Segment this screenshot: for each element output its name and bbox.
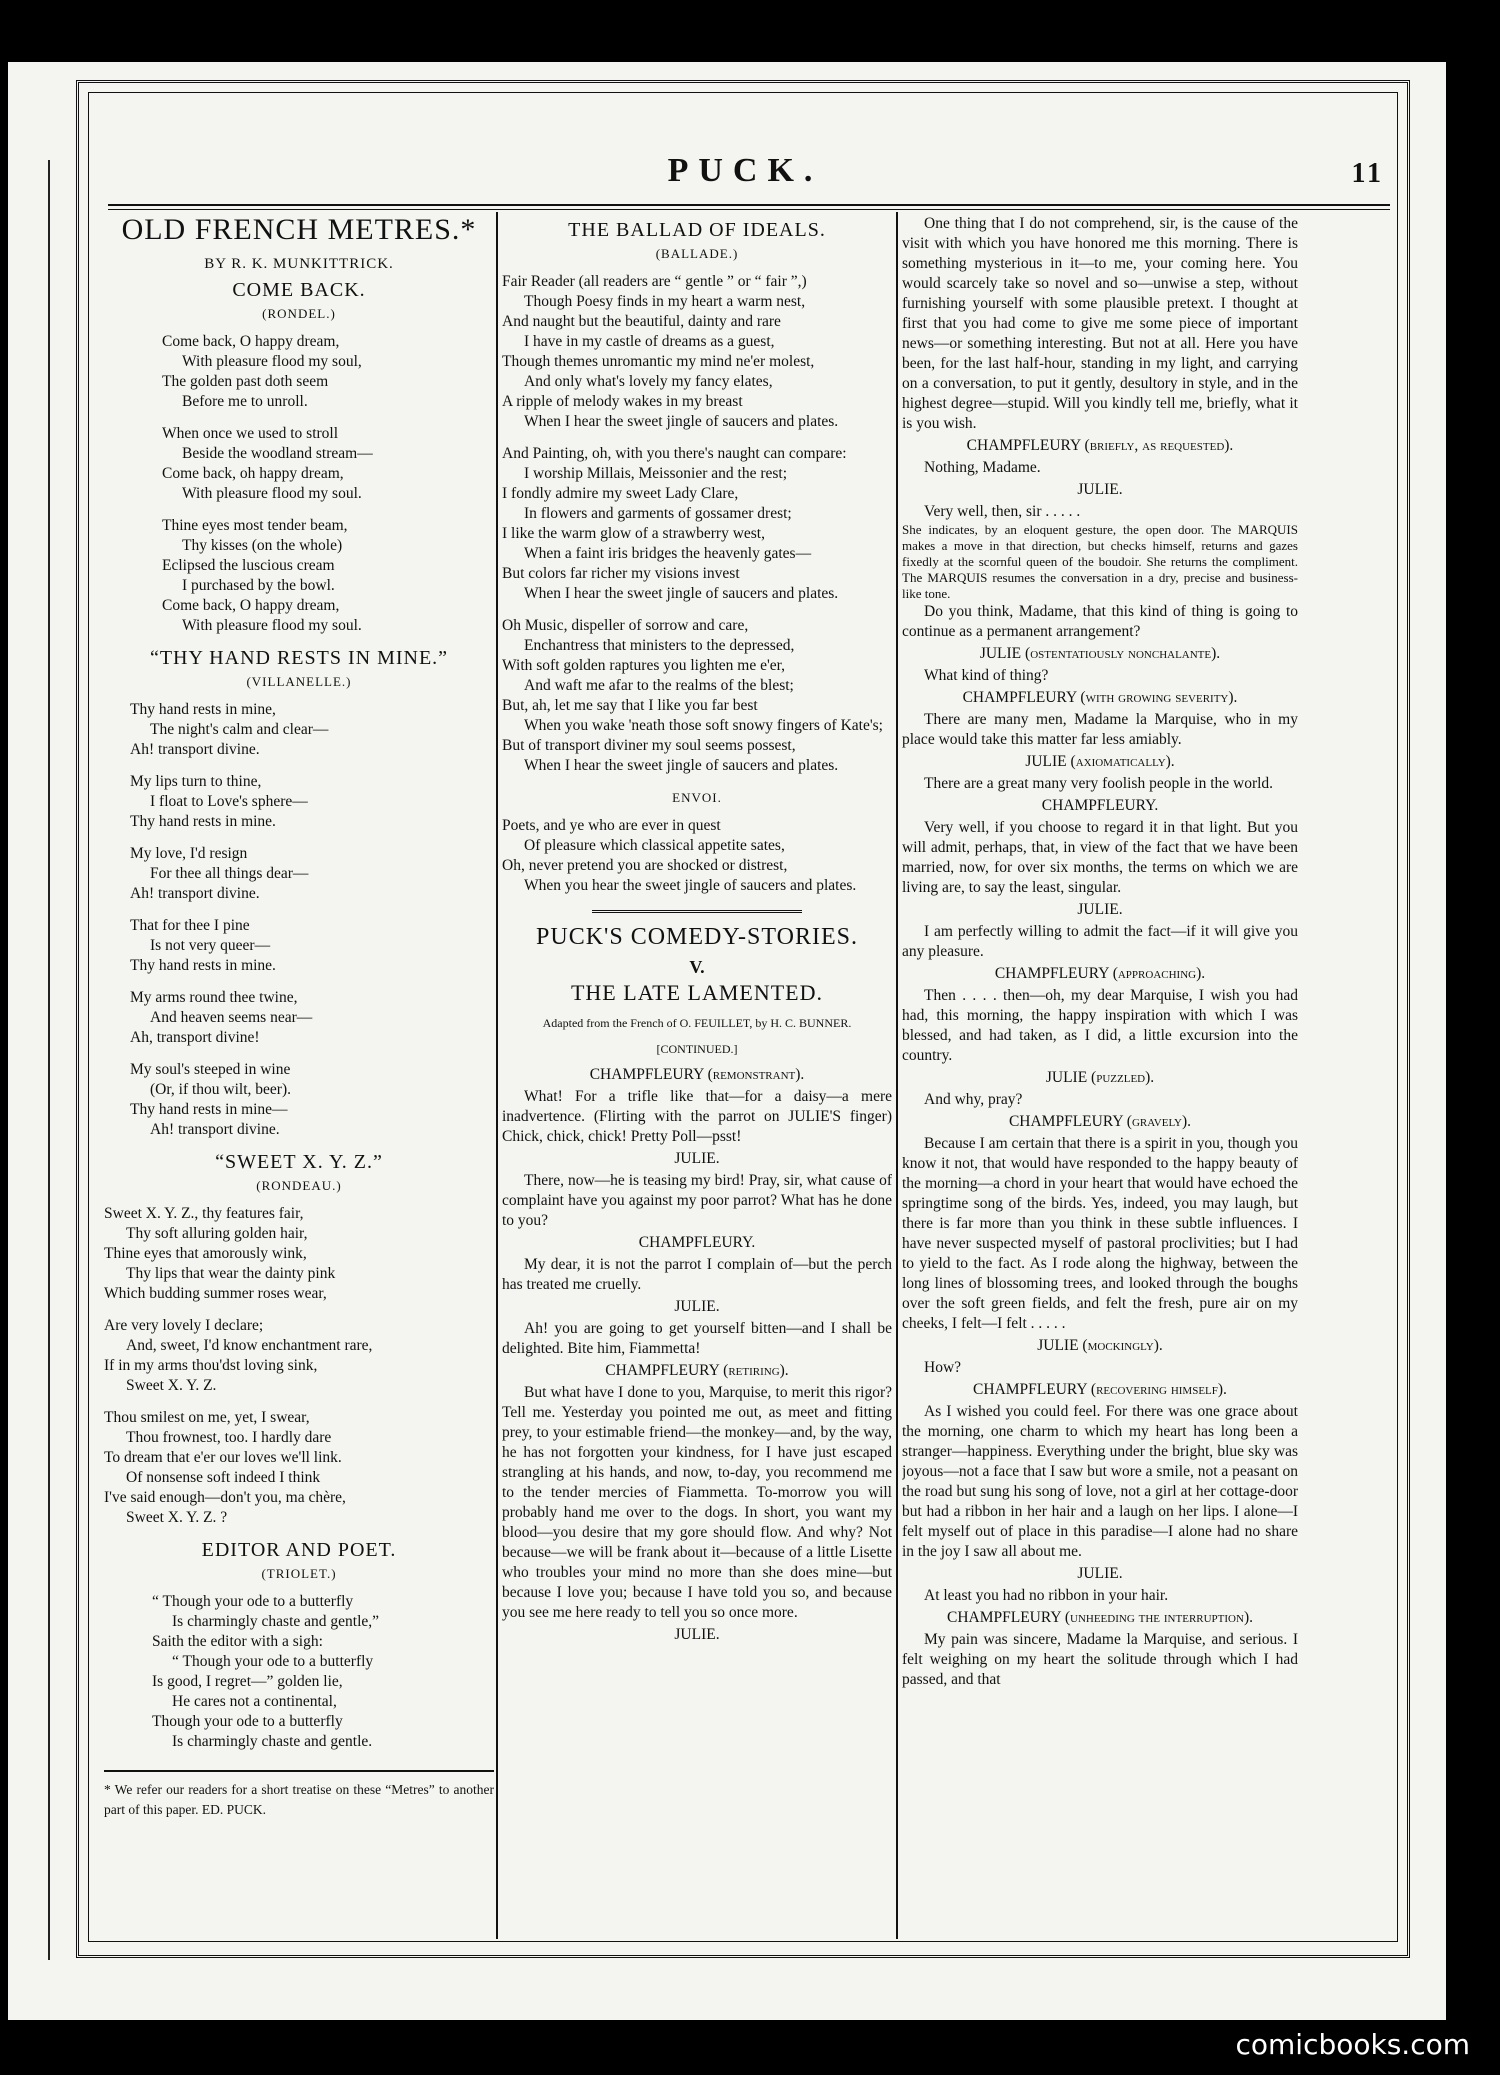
- poem-title: COME BACK.: [232, 279, 366, 301]
- poem-line: “ Though your ode to a butterfly: [152, 1593, 354, 1610]
- poem-line: When you wake 'neath those soft snowy fingers of Kate's;: [524, 717, 883, 734]
- poem-line: I fondly admire my sweet Lady Clare,: [502, 485, 739, 502]
- poem-line: Sweet X. Y. Z., thy features fair,: [104, 1205, 304, 1222]
- speaker-label: CHAMPFLEURY (gravely).: [1008, 1113, 1192, 1130]
- dialogue-paragraph: There, now—he is teasing my bird! Pray, sir, what cause of complaint have you against my poor parrot? What has he done to you?: [502, 1172, 892, 1229]
- ballad-form: (BALLADE.): [655, 246, 739, 261]
- poem-line: Fair Reader (all readers are “ gentle ” or “ fair ”,): [502, 273, 807, 290]
- poem-line: Come back, oh happy dream,: [162, 465, 344, 482]
- poem-line: Thy hand rests in mine.: [130, 813, 276, 830]
- poem-line: Thy kisses (on the whole): [182, 537, 343, 554]
- poem-line: He cares not a continental,: [172, 1693, 337, 1710]
- poem-line: If in my arms thou'dst loving sink,: [104, 1357, 318, 1374]
- poem-line: “ Though your ode to a butterfly: [172, 1653, 374, 1670]
- speaker-label: JULIE (puzzled).: [1045, 1069, 1155, 1086]
- poem-line: Eclipsed the luscious cream: [162, 557, 335, 574]
- dialogue-paragraph: Do you think, Madame, that this kind of thing is going to continue as a permanent arrangement?: [902, 603, 1298, 640]
- speaker-label: CHAMPFLEURY (retiring).: [605, 1362, 789, 1379]
- stanza: [104, 1204, 494, 1304]
- poem-form: (RONDEL.): [262, 306, 336, 321]
- speaker-label: CHAMPFLEURY (approaching).: [994, 965, 1206, 982]
- poem-line: Beside the woodland stream—: [182, 445, 373, 462]
- dialogue-paragraph: Then . . . . then—oh, my dear Marquise, I wish you had had, this morning, the happy inspiration with which I was blessed, and had taken, as I did, a little excursion into the country.: [902, 987, 1298, 1064]
- poem-line: A ripple of melody wakes in my breast: [502, 393, 743, 410]
- stage-direction: She indicates, by an eloquent gesture, the open door. The MARQUIS makes a move in that direction, but checks himself, returns and gazes fixedly at the scornful queen of the boudoir. She returns the compliment. The MARQUIS resumes the conversation in a dry, precise and business-like tone.: [902, 522, 1298, 601]
- dialogue-paragraph: At least you had no ribbon in your hair.: [924, 1587, 1169, 1604]
- poem-line: Thy hand rests in mine—: [130, 1101, 288, 1118]
- poem-line: Ah, transport divine!: [130, 1029, 260, 1046]
- speaker-label: CHAMPFLEURY (with growing severity).: [962, 689, 1238, 706]
- column-ballad-story: [502, 214, 892, 1937]
- dialogue-paragraph: How?: [924, 1359, 962, 1376]
- dialogue-paragraph: But what have I done to you, Marquise, to merit this rigor? Tell me. Yesterday you pointed me out, as meet and fitting prey, to your estimable friend—the monkey—and, by the way, he has not forgotten your kindness, for I have just escaped strangling at his hands, and now, to-day, you recommend me to the tender mercies of Fiammetta. To-morrow you will probably hand me over to the dogs. In short, you want my blood—you desire that my gore should flow. And why? Not because—we will be frank about it—because of a little Lisette who troubles your mind no more than she does mine—but because I love you; because I have told you so, and because you see me here ready to tell you so once more.: [502, 1384, 892, 1621]
- ballad-title: THE BALLAD OF IDEALS.: [568, 219, 826, 241]
- column-poems: [104, 214, 494, 1937]
- stanza: [104, 988, 494, 1048]
- poem-line: Come back, O happy dream,: [162, 597, 340, 614]
- stanza: [104, 1592, 494, 1752]
- dialogue-paragraph: Nothing, Madame.: [924, 459, 1041, 476]
- poem-line: And only what's lovely my fancy elates,: [524, 373, 773, 390]
- speaker-label: CHAMPFLEURY (unheeding the interruption).: [946, 1609, 1253, 1626]
- section-rule: [592, 910, 802, 913]
- poem-line: Thou frownest, too. I hardly dare: [126, 1429, 332, 1446]
- poem-line: Is good, I regret—” golden lie,: [152, 1673, 343, 1690]
- poem-line: Poets, and ye who are ever in quest: [502, 817, 721, 834]
- stanza: [104, 516, 494, 636]
- poem-line: Oh Music, dispeller of sorrow and care,: [502, 617, 749, 634]
- poem-line: Sweet X. Y. Z. ?: [126, 1509, 228, 1526]
- header-rule: [108, 204, 1390, 210]
- speaker-label: JULIE.: [674, 1298, 720, 1315]
- poem-line: I have in my castle of dreams as a guest,: [524, 333, 775, 350]
- poem-line: When I hear the sweet jingle of saucers and plates.: [524, 585, 839, 602]
- poem-line: Which budding summer roses wear,: [104, 1285, 327, 1302]
- binding-edge: [8, 160, 50, 1960]
- dialogue-paragraph: Very well, if you choose to regard it in that light. But you will admit, perhaps, that, in view of the fact that we have been married, now, for over six months, the terms on which we are living are, to say the least, singular.: [902, 819, 1298, 896]
- poem-line: When once we used to stroll: [162, 425, 339, 442]
- dialogue-paragraph: One thing that I do not comprehend, sir, is the cause of the visit with which you have honored me this morning. There is something mysterious in it—to me, your coming here. You would scarcely take so novel and so—unwise a step, without furnishing yourself with some plausible pretext. I thought at first that you had come to give me some piece of important news—or something interesting. But not at all. Here you have been, for the last half-hour, standing in my light, and carrying on a conversation, to put it gently, desultory in style, and in the highest degree—stupid. Will you kindly tell me, briefly, what it is you wish.: [902, 215, 1298, 432]
- story-text-part2: [902, 214, 1298, 1690]
- poem-line: Thy hand rests in mine,: [130, 701, 276, 718]
- poem-line: When a faint iris bridges the heavenly gates—: [524, 545, 812, 562]
- stanza: [502, 616, 892, 776]
- poem-line: When you hear the sweet jingle of saucers and plates.: [524, 877, 857, 894]
- poem-line: The golden past doth seem: [162, 373, 329, 390]
- dialogue-paragraph: I am perfectly willing to admit the fact—if it will give you any pleasure.: [902, 923, 1298, 960]
- poem-line: Oh, never pretend you are shocked or distrest,: [502, 857, 788, 874]
- ballad-body: [502, 272, 892, 776]
- poem-line: I purchased by the bowl.: [182, 577, 335, 594]
- dialogue-paragraph: My dear, it is not the parrot I complain of—but the perch has treated me cruelly.: [502, 1256, 892, 1293]
- poem-line: Ah! transport divine.: [150, 1121, 280, 1138]
- dialogue-paragraph: Because I am certain that there is a spirit in you, though you know it not, that would have responded to the happy beauty of the morning—a chord in your heart that would have echoed the springtime song of the birds. Yes, indeed, you may laugh, but there is far more than you think in these subtle influences. I have never suspected myself of pastoral proclivities; but I had to yield to the fact. As I rode along the highway, between the long lines of blossoming trees, and looked through the boughs over the soft green fields, and felt the fresh, pure air on my cheeks, I felt—I felt . . . . .: [902, 1135, 1298, 1332]
- speaker-label: JULIE.: [674, 1626, 720, 1643]
- poem-line: I worship Millais, Meissonier and the rest;: [524, 465, 788, 482]
- poem-list: [104, 280, 494, 1752]
- poem-line: Thine eyes that amorously wink,: [104, 1245, 307, 1262]
- byline: BY R. K. MUNKITTRICK.: [204, 256, 394, 272]
- poem-title: “THY HAND RESTS IN MINE.”: [149, 647, 449, 669]
- poem-line: Saith the editor with a sigh:: [152, 1633, 323, 1650]
- poem-line: Though your ode to a butterfly: [152, 1713, 343, 1730]
- poem-line: With pleasure flood my soul.: [182, 617, 362, 634]
- poem-line: With soft golden raptures you lighten me e'er,: [502, 657, 786, 674]
- poem-title: “SWEET X. Y. Z.”: [215, 1151, 383, 1173]
- speaker-label: CHAMPFLEURY (briefly, as requested).: [966, 437, 1234, 454]
- poem-line: Before me to unroll.: [182, 393, 308, 410]
- poem-line: (Or, if thou wilt, beer).: [150, 1081, 291, 1098]
- dialogue-paragraph: What kind of thing?: [924, 667, 1049, 684]
- stanza: [104, 916, 494, 976]
- poem-line: Is charmingly chaste and gentle.: [172, 1733, 373, 1750]
- dialogue-paragraph: My pain was sincere, Madame la Marquise, and serious. I felt weighing on my heart the solitude through which I had passed, and that: [902, 1631, 1298, 1688]
- poem-form: (TRIOLET.): [261, 1566, 337, 1581]
- dialogue-paragraph: What! For a trifle like that—for a daisy—a mere inadvertence. (Flirting with the parrot on JULIE'S finger) Chick, chick, chick! Pretty Poll—psst!: [502, 1088, 892, 1145]
- poem-line: My arms round thee twine,: [130, 989, 298, 1006]
- poem-line: I float to Love's sphere—: [150, 793, 308, 810]
- stanza: [502, 272, 892, 432]
- poem-line: I've said enough—don't you, ma chère,: [104, 1489, 346, 1506]
- dialogue-paragraph: Ah! you are going to get yourself bitten—and I shall be delighted. Bite him, Fiammetta!: [502, 1320, 892, 1357]
- poem-line: When I hear the sweet jingle of saucers and plates.: [524, 413, 839, 430]
- masthead-title: PUCK.: [667, 152, 823, 189]
- poem-line: Sweet X. Y. Z.: [126, 1377, 217, 1394]
- stanza: [104, 424, 494, 504]
- poem-line: I like the warm glow of a strawberry west,: [502, 525, 765, 542]
- stanza: [502, 444, 892, 604]
- poem-title: EDITOR AND POET.: [201, 1539, 397, 1561]
- dialogue-paragraph: Very well, then, sir . . . . .: [924, 503, 1081, 520]
- speaker-label: JULIE.: [1077, 1565, 1123, 1582]
- poem-line: That for thee I pine: [130, 917, 250, 934]
- poem-line: Of pleasure which classical appetite sates,: [524, 837, 785, 854]
- speaker-label: JULIE.: [1077, 481, 1123, 498]
- story-text-part1: [502, 1065, 892, 1645]
- speaker-label: JULIE (mockingly).: [1037, 1337, 1163, 1354]
- speaker-label: CHAMPFLEURY.: [1041, 797, 1159, 814]
- column-divider: [896, 212, 898, 1939]
- stanza: [104, 1060, 494, 1140]
- envoi-stanza: [502, 816, 892, 896]
- poem-line: Though themes unromantic my mind ne'er molest,: [502, 353, 815, 370]
- stanza: [104, 1316, 494, 1396]
- envoi-label: ENVOI.: [672, 790, 722, 805]
- speaker-label: CHAMPFLEURY.: [638, 1234, 756, 1251]
- dialogue-paragraph: And why, pray?: [924, 1091, 1023, 1108]
- poem-line: And waft me afar to the realms of the blest;: [524, 677, 794, 694]
- poem-line: In flowers and garments of gossamer drest;: [524, 505, 792, 522]
- stanza: [104, 1408, 494, 1528]
- poem-line: Ah! transport divine.: [130, 741, 260, 758]
- poem-line: Of nonsense soft indeed I think: [126, 1469, 321, 1486]
- poem-line: Is charmingly chaste and gentle,”: [172, 1613, 380, 1630]
- column-story-continued: [902, 214, 1298, 1937]
- poem-line: Though Poesy finds in my heart a warm nest,: [524, 293, 806, 310]
- poem-form: (VILLANELLE.): [246, 674, 352, 689]
- poem-line: Thy hand rests in mine.: [130, 957, 276, 974]
- dialogue-paragraph: As I wished you could feel. For there was one grace about the morning, one charm to which my heart has long been a stranger—happiness. Everything under the bright, blue sky was joyous—not a face that I saw but wore a smile, not a peasant on the road but sung his song of love, not a girl at her cottage-door but had a ribbon in her hair and a laugh on her lips. I alone—I felt myself out of place in this paradise—I alone had no share in the joy I saw all about me.: [902, 1403, 1298, 1560]
- poem-line: When I hear the sweet jingle of saucers and plates.: [524, 757, 839, 774]
- adaptation-credit: Adapted from the French of O. FEUILLET, by H. C. BUNNER.: [542, 1016, 852, 1030]
- watermark: comicbooks.com: [1235, 2028, 1470, 2061]
- poem-line: With pleasure flood my soul.: [182, 485, 362, 502]
- poem-line: My lips turn to thine,: [130, 773, 262, 790]
- poem-line: My love, I'd resign: [130, 845, 248, 862]
- continued-label: [CONTINUED.]: [656, 1042, 738, 1056]
- poem-line: Thy lips that wear the dainty pink: [126, 1265, 336, 1282]
- poem-line: With pleasure flood my soul,: [182, 353, 362, 370]
- dialogue-paragraph: There are a great many very foolish people in the world.: [924, 775, 1274, 792]
- stanza: [104, 700, 494, 760]
- poem-line: The night's calm and clear—: [150, 721, 329, 738]
- poem-line: Is not very queer—: [150, 937, 271, 954]
- series-title: PUCK'S COMEDY-STORIES.: [536, 924, 858, 950]
- poem-line: But of transport diviner my soul seems possest,: [502, 737, 796, 754]
- poem-line: Are very lovely I declare;: [104, 1317, 264, 1334]
- poem-line: Thy soft alluring golden hair,: [126, 1225, 308, 1242]
- poem-line: My soul's steeped in wine: [130, 1061, 291, 1078]
- stanza: [104, 844, 494, 904]
- speaker-label: CHAMPFLEURY (recovering himself).: [973, 1381, 1227, 1398]
- poem-line: But, ah, let me say that I like you far best: [502, 697, 758, 714]
- poem-line: Ah! transport divine.: [130, 885, 260, 902]
- poem-line: And naught but the beautiful, dainty and rare: [502, 313, 781, 330]
- poem-line: And heaven seems near—: [150, 1009, 313, 1026]
- speaker-label: CHAMPFLEURY (remonstrant).: [589, 1066, 805, 1083]
- story-number: V.: [689, 957, 705, 977]
- poem-line: Thine eyes most tender beam,: [162, 517, 348, 534]
- poem-line: But colors far richer my visions invest: [502, 565, 740, 582]
- speaker-label: JULIE.: [674, 1150, 720, 1167]
- speaker-label: JULIE (axiomatically).: [1025, 753, 1175, 770]
- page-number: 11: [1351, 158, 1384, 189]
- dialogue-paragraph: There are many men, Madame la Marquise, who in my place would take this matter far less amiably.: [902, 711, 1298, 748]
- speaker-label: JULIE.: [1077, 901, 1123, 918]
- poem-line: Come back, O happy dream,: [162, 333, 340, 350]
- poem-line: For thee all things dear—: [150, 865, 309, 882]
- poem-line: And Painting, oh, with you there's naught can compare:: [502, 445, 847, 462]
- story-title: THE LATE LAMENTED.: [570, 980, 823, 1005]
- article-title: OLD FRENCH METRES.*: [121, 214, 477, 246]
- poem-line: And, sweet, I'd know enchantment rare,: [126, 1337, 373, 1354]
- poem-line: To dream that e'er our loves we'll link.: [104, 1449, 342, 1466]
- poem-line: Thou smilest on me, yet, I swear,: [104, 1409, 310, 1426]
- speaker-label: JULIE (ostentatiously nonchalante).: [979, 645, 1221, 662]
- stanza: [104, 332, 494, 412]
- footnote: * We refer our readers for a short treatise on these “Metres” to another part of this paper. ED. PUCK.: [104, 1770, 494, 1820]
- poem-form: (RONDEAU.): [256, 1178, 342, 1193]
- poem-line: Enchantress that ministers to the depressed,: [524, 637, 795, 654]
- stanza: [104, 772, 494, 832]
- column-divider: [496, 212, 498, 1939]
